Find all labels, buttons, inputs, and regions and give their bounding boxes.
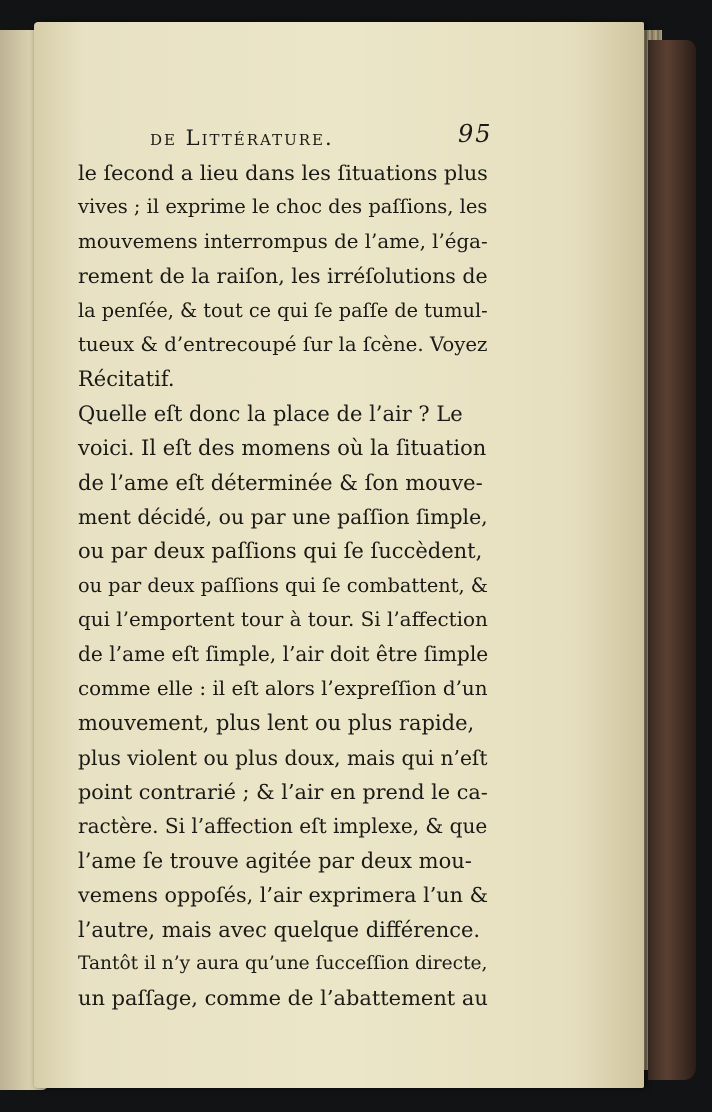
text-line: qui l’emportent tour à tour. Si l’affection bbox=[78, 608, 488, 632]
text-line: vives ; il exprime le choc des paſſions, les bbox=[78, 195, 488, 219]
text-line: de l’ame eſt déterminée & ſon mouve- bbox=[78, 470, 483, 495]
text-line: mouvement, plus lent ou plus rapide, bbox=[78, 711, 475, 736]
page-number: 95 bbox=[458, 120, 493, 148]
text-line: mouvemens interrompus de l’ame, l’éga- bbox=[78, 229, 488, 253]
text-line: comme elle : il eſt alors l’expreſſion d’un bbox=[78, 676, 488, 700]
text-line: point contrarié ; & l’air en prend le ca- bbox=[78, 780, 488, 805]
text-line: un paſſage, comme de l’abattement au bbox=[78, 986, 488, 1011]
text-line: Tantôt il n’y aura qu’une ſucceſſion directe, bbox=[78, 952, 488, 974]
book-cover bbox=[648, 40, 696, 1080]
text-line: Récitatif. bbox=[78, 367, 175, 392]
text-line: voici. Il eſt des momens où la ſituation bbox=[78, 436, 487, 461]
text-line: ment décidé, ou par une paſſion ſimple, bbox=[78, 504, 488, 529]
text-line: ou par deux paſſions qui ſe ſuccèdent, bbox=[78, 539, 483, 564]
text-line: l’autre, mais avec quelque différence. bbox=[78, 917, 481, 942]
running-head bbox=[78, 116, 493, 156]
text-line: l’ame ſe trouve agitée par deux mou- bbox=[78, 848, 472, 873]
text-line: Quelle eſt donc la place de l’air ? Le bbox=[78, 401, 463, 426]
text-line: le ſecond a lieu dans les ſituations plus bbox=[78, 161, 488, 185]
text-line: plus violent ou plus doux, mais qui n’eſt bbox=[78, 745, 488, 770]
page-text bbox=[78, 116, 493, 1016]
text-line: tueux & d’entrecoupé ſur la ſcène. Voyez bbox=[78, 332, 488, 356]
text-line: ractère. Si l’affection eſt implexe, & que bbox=[78, 814, 488, 839]
running-head-title: de Littérature. bbox=[150, 126, 334, 150]
text-line: ou par deux paſſions qui ſe combattent, & bbox=[78, 573, 488, 597]
text-line: la penſée, & tout ce qui ſe paſſe de tumul- bbox=[78, 298, 488, 322]
text-line: vemens oppoſés, l’air exprimera l’un & bbox=[78, 883, 489, 908]
text-line: rement de la raiſon, les irréſolutions de bbox=[78, 264, 488, 289]
text-line: de l’ame eſt ſimple, l’air doit être ſimple bbox=[78, 642, 489, 667]
